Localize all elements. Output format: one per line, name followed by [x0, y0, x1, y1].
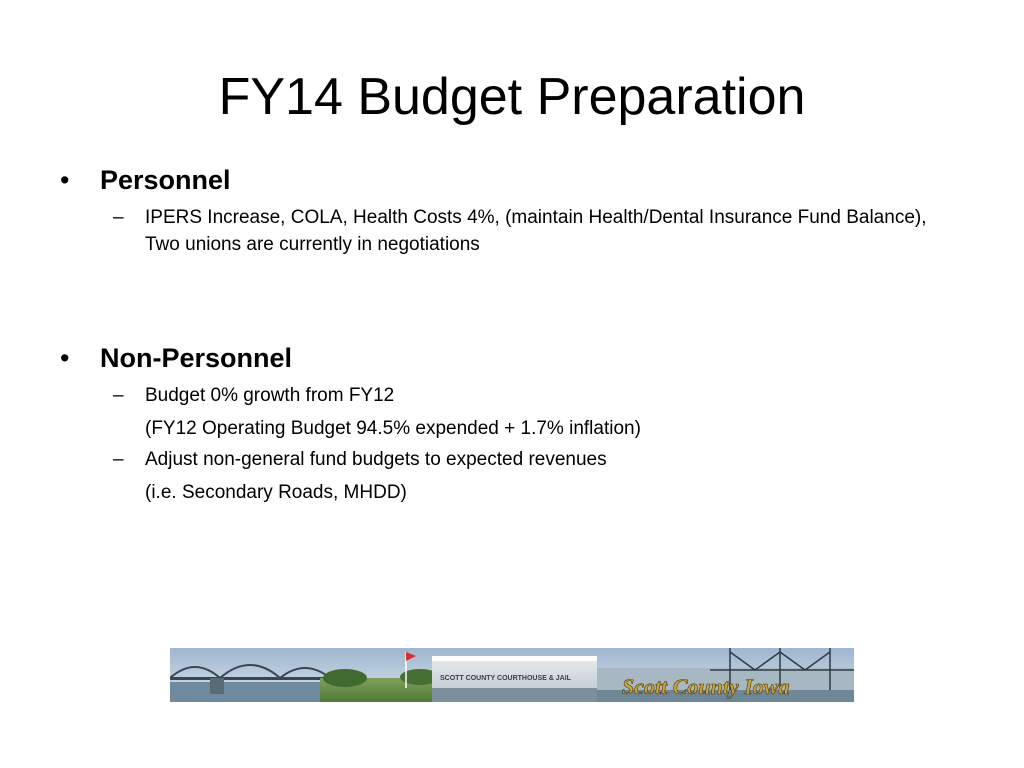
sub-bullet [60, 204, 960, 258]
slide-content [60, 160, 960, 506]
banner-image [170, 648, 854, 702]
slide-title: FY14 Budget Preparation [218, 68, 806, 126]
sub-bullet-continuation: (i.e. Secondary Roads, MHDD) [145, 482, 407, 503]
dash-icon: – [113, 449, 124, 470]
sub-bullet-text: Adjust non-general fund budgets to expected revenues [145, 449, 607, 470]
sub-bullet-continuation: (FY12 Operating Budget 94.5% expended + 1.7% inflation) [145, 418, 641, 439]
dash-icon: – [113, 207, 124, 228]
bullet-non-personnel [60, 338, 960, 378]
sub-bullet [60, 446, 960, 473]
bullet-personnel [60, 160, 960, 200]
scott-county-banner [170, 648, 854, 702]
banner-script-text: Scott County Iowa [622, 674, 790, 699]
bullet-dot-icon: • [60, 343, 70, 373]
bullet-heading: Non-Personnel [100, 343, 293, 373]
sub-bullet-text: IPERS Increase, COLA, Health Costs 4%, (maintain Health/Dental Insurance Fund Balance), Two unions are currently in negotiations [145, 207, 927, 255]
bullet-heading: Personnel [100, 165, 231, 195]
building-sign-text: SCOTT COUNTY COURTHOUSE & JAIL [440, 675, 571, 682]
sub-bullet-text: Budget 0% growth from FY12 [145, 385, 395, 406]
sub-bullet [60, 382, 960, 409]
dash-icon: – [113, 385, 124, 406]
bullet-dot-icon: • [60, 165, 70, 195]
